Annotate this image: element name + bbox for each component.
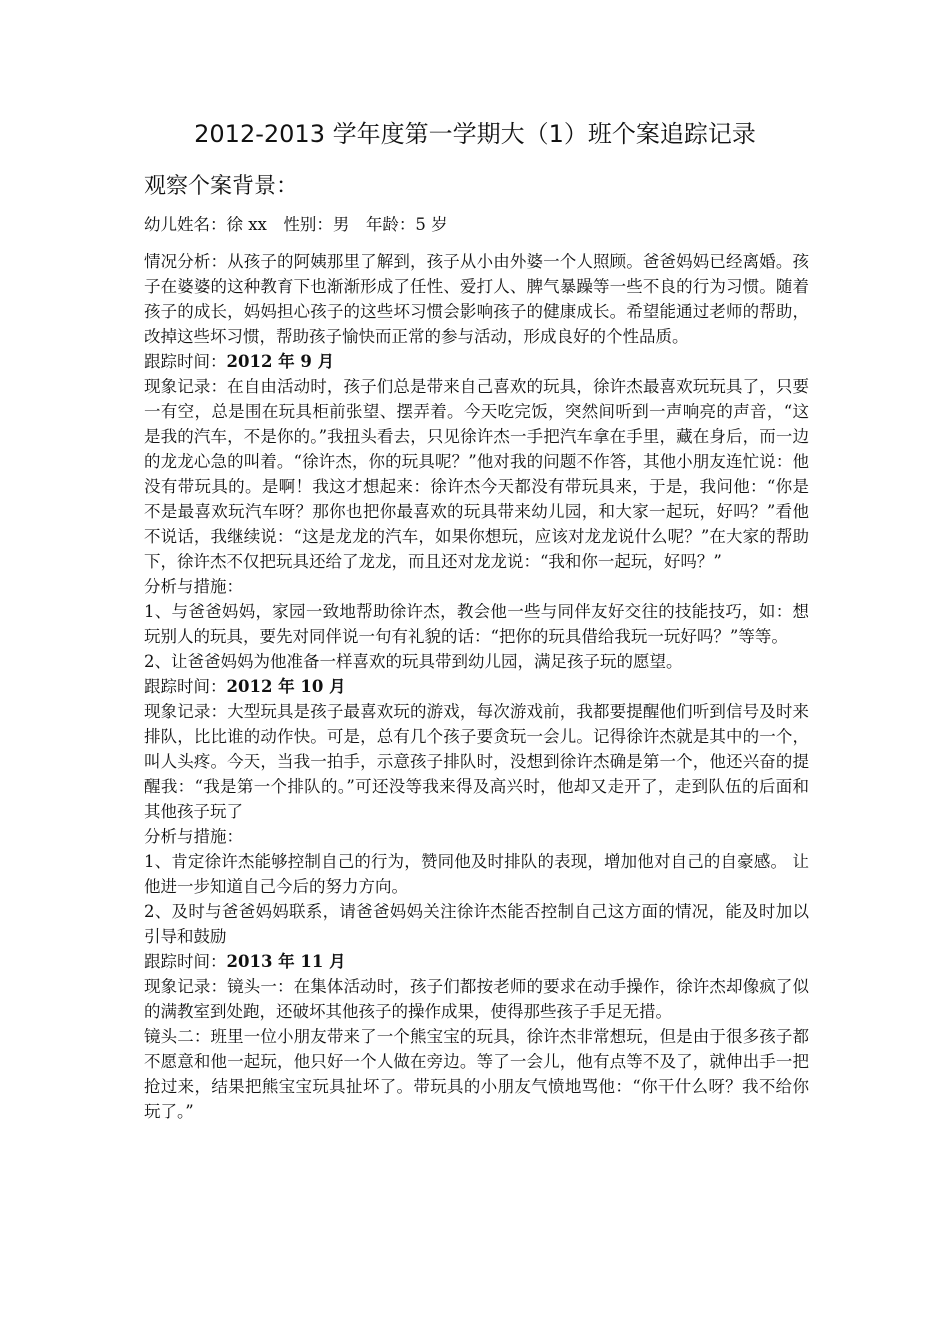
- observation-record: 现象记录：大型玩具是孩子最喜欢玩的游戏，每次游戏前，我都要提醒他们听到信号及时来排队，比比谁的动作快。可是，总有几个孩子要贪玩一会儿。记得徐许杰就是其中的一个，叫人头疼。今天，当我一拍手，示意孩子排队时，没想到徐许杰确是第一个，他还兴奋的提醒我：“我是第一个排队的。”可还没等我来得及高兴时，他却又走开了，走到队伍的后面和其他孩子玩了: [144, 702, 809, 821]
- tracking-time-value: 2012 年 10 月: [226, 677, 346, 696]
- analysis-heading: 分析与措施：: [144, 577, 243, 596]
- measure-item: 2、及时与爸爸妈妈联系，请爸爸妈妈关注徐许杰能否控制自己这方面的情况，能及时加以引导和鼓励: [144, 902, 809, 946]
- tracking-time-label: 跟踪时间：: [144, 952, 227, 971]
- tracking-time-label: 跟踪时间：: [144, 352, 227, 371]
- tracking-time-value: 2013 年 11 月: [226, 952, 346, 971]
- tracking-time: [144, 674, 809, 699]
- document-body: [144, 212, 809, 1124]
- tracking-time: [144, 349, 809, 374]
- observation-record: 现象记录：镜头一：在集体活动时，孩子们都按老师的要求在动手操作，徐许杰却像疯了似的满教室到处跑，还破坏其他孩子的操作成果，使得那些孩子手足无措。: [144, 977, 809, 1021]
- tracking-time: [144, 949, 809, 974]
- document-title: 2012-2013 学年度第一学期大（1）班个案追踪记录: [194, 120, 756, 148]
- tracking-time-label: 跟踪时间：: [144, 677, 227, 696]
- tracking-time-value: 2012 年 9 月: [226, 352, 335, 371]
- situation-analysis: 情况分析：从孩子的阿姨那里了解到，孩子从小由外婆一个人照顾。爸爸妈妈已经离婚。孩子在婆婆的这种教育下也渐渐形成了任性、爱打人、脾气暴躁等一些不良的行为习惯。随着孩子的成长，妈妈担心孩子的这些坏习惯会影响孩子的健康成长。希望能通过老师的帮助，改掉这些坏习惯，帮助孩子愉快而正常的参与活动，形成良好的个性品质。: [144, 252, 809, 346]
- scene-two: 镜头二：班里一位小朋友带来了一个熊宝宝的玩具，徐许杰非常想玩，但是由于很多孩子都不愿意和他一起玩，他只好一个人做在旁边。等了一会儿，他有点等不及了，就伸出手一把抢过来，结果把熊宝宝玩具扯坏了。带玩具的小朋友气愤地骂他：“你干什么呀？我不给你玩了。”: [144, 1027, 809, 1121]
- measure-item: 1、肯定徐许杰能够控制自己的行为，赞同他及时排队的表现，增加他对自己的自豪感。 让他进一步知道自己今后的努力方向。: [144, 852, 809, 896]
- analysis-heading: 分析与措施：: [144, 827, 243, 846]
- observation-record: 现象记录：在自由活动时，孩子们总是带来自己喜欢的玩具，徐许杰最喜欢玩玩具了，只要一有空，总是围在玩具柜前张望、摆弄着。今天吃完饭，突然间听到一声响亮的声音，“这是我的汽车，不是你的。”我扭头看去，只见徐许杰一手把汽车拿在手里，藏在身后，而一边的龙龙心急的叫着。“徐许杰，你的玩具呢？”他对我的问题不作答，其他小朋友连忙说：他没有带玩具的。是啊！我这才想起来：徐许杰今天都没有带玩具来，于是，我问他：“你是不是最喜欢玩汽车呀？那你也把你最喜欢的玩具带来幼儿园，和大家一起玩，好吗？”看他不说话，我继续说：“这是龙龙的汽车，如果你想玩，应该对龙龙说什么呢？”在大家的帮助下，徐许杰不仅把玩具还给了龙龙，而且还对龙龙说：“我和你一起玩，好吗？”: [144, 377, 809, 571]
- measure-item: 1、与爸爸妈妈，家园一致地帮助徐许杰，教会他一些与同伴友好交往的技能技巧，如：想玩别人的玩具，要先对同伴说一句有礼貌的话：“把你的玩具借给我玩一玩好吗？”等等。: [144, 602, 809, 646]
- section-heading: 观察个案背景：: [144, 174, 299, 199]
- child-info: 幼儿姓名：徐 xx 性别：男 年龄：5 岁: [144, 215, 448, 234]
- measure-item: 2、让爸爸妈妈为他准备一样喜欢的玩具带到幼儿园，满足孩子玩的愿望。: [144, 652, 683, 671]
